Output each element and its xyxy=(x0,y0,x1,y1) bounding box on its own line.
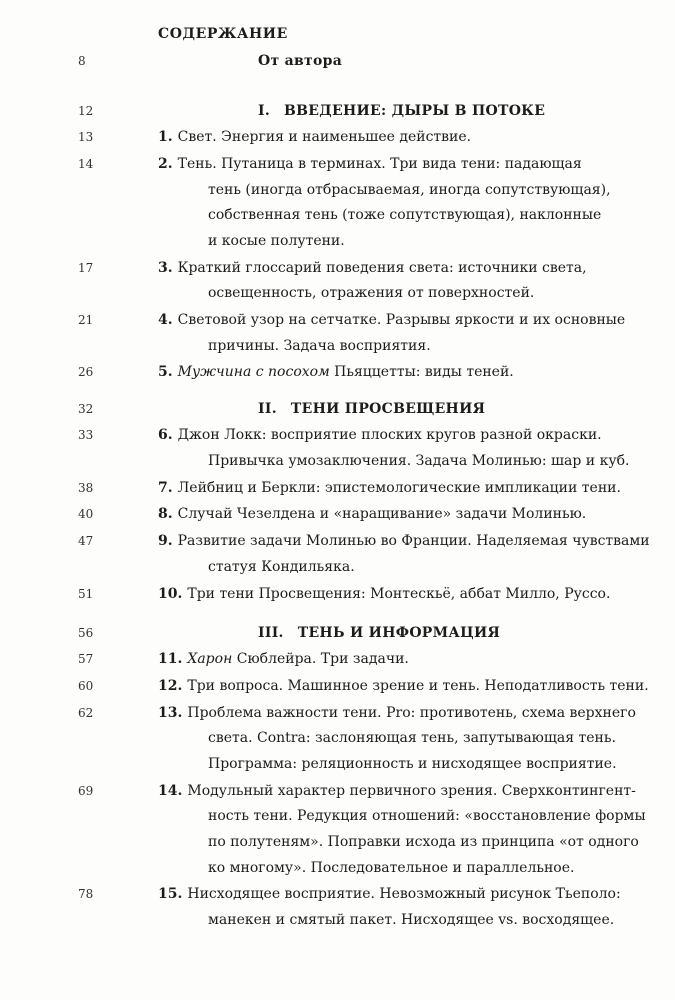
entry-text xyxy=(158,257,587,279)
toc-line xyxy=(0,702,675,724)
section-heading xyxy=(258,622,500,644)
section-title: ТЕНИ ПРОСВЕЩЕНИЯ xyxy=(290,401,486,417)
entry-number: 7. xyxy=(158,479,173,496)
entry-line: и косые полутени. xyxy=(208,232,345,249)
entry-line: по полутеням». Поправки исхода из принципа «от одного xyxy=(208,833,639,850)
entry-line: ность тени. Редукция отношений: «восстановление формы xyxy=(208,808,646,825)
entry-text xyxy=(158,126,471,148)
entry-line: Нисходящее восприятие. Невозможный рисунок Тьеполо: xyxy=(187,886,621,903)
toc-line xyxy=(0,204,675,226)
section-page-number: 32 xyxy=(78,402,94,416)
entry-page-number: 78 xyxy=(78,887,94,902)
entry-line: Пьяццетты: виды теней. xyxy=(329,364,514,381)
entry-text xyxy=(158,424,602,446)
section-page-number: 12 xyxy=(78,104,94,118)
entry-text xyxy=(158,648,409,670)
entry-text xyxy=(158,361,514,383)
entry-line: Развитие задачи Молинью во Франции. Наделяемая чувствами xyxy=(177,533,650,550)
toc-line xyxy=(0,675,675,697)
entry-page-number: 47 xyxy=(78,534,94,549)
entry-number: 10. xyxy=(158,585,183,602)
entry-line: Световой узор на сетчатке. Разрывы яркости и их основные xyxy=(177,311,626,328)
entry-page-number: 26 xyxy=(78,365,94,380)
toc-line xyxy=(0,153,675,175)
entry-italic-title: Мужчина с посохом xyxy=(177,364,330,381)
entry-page-number: 13 xyxy=(78,130,94,145)
entry-text xyxy=(158,883,621,905)
entry-text xyxy=(158,530,650,552)
toc-line xyxy=(0,857,675,879)
toc-line xyxy=(0,727,675,749)
entry-line: Модульный характер первичного зрения. Сверхконтингент- xyxy=(187,782,636,799)
toc-line xyxy=(0,503,675,525)
entry-number: 12. xyxy=(158,677,183,694)
entry-number: 14. xyxy=(158,782,183,799)
toc-line xyxy=(0,648,675,670)
section-heading xyxy=(258,100,545,122)
entry-line: Тень. Путаница в терминах. Три вида тени: падающая xyxy=(177,155,582,172)
entry-text xyxy=(158,477,621,499)
toc-line xyxy=(0,309,675,331)
entry-italic-title: Харон xyxy=(187,651,233,668)
toc-line xyxy=(0,257,675,279)
toc-line xyxy=(0,753,675,775)
entry-text xyxy=(158,503,586,525)
toc-line xyxy=(0,179,675,201)
entry-line: тень (иногда отбрасываемая, иногда сопутствующая), xyxy=(208,181,611,198)
author-note-title: От автора xyxy=(258,53,343,69)
entry-line: Сюблейра. Три задачи. xyxy=(232,651,409,668)
toc-line xyxy=(0,450,675,472)
entry-page-number: 14 xyxy=(78,156,94,171)
toc-line xyxy=(0,477,675,499)
toc-line xyxy=(0,100,675,122)
toc-line xyxy=(0,282,675,304)
toc-line xyxy=(0,424,675,446)
section-title: ВВЕДЕНИЕ: ДЫРЫ В ПОТОКЕ xyxy=(284,103,546,119)
entry-number: 1. xyxy=(158,129,173,146)
entry-text xyxy=(158,153,582,175)
entry-text xyxy=(158,675,649,697)
entry-text xyxy=(158,780,636,802)
entry-text xyxy=(158,309,625,331)
entry-line: Три тени Просвещения: Монтескьё, аббат Милло, Руссо. xyxy=(187,585,611,602)
toc-line xyxy=(0,335,675,357)
entry-number: 4. xyxy=(158,311,173,328)
section-roman-numeral: I. xyxy=(258,103,271,119)
entry-page-number: 17 xyxy=(78,260,94,275)
entry-page-number: 51 xyxy=(78,586,94,601)
entry-line: Программа: реляционность и нисходящее восприятие. xyxy=(208,755,617,772)
entry-line: света. Contra: заслоняющая тень, запутывающая тень. xyxy=(208,730,616,747)
entry-line: освещенность, отражения от поверхностей. xyxy=(208,285,535,302)
entry-page-number: 40 xyxy=(78,507,94,522)
section-roman-numeral: III. xyxy=(258,625,284,641)
section-title: ТЕНЬ И ИНФОРМАЦИЯ xyxy=(297,625,501,641)
entry-line: Привычка умозаключения. Задача Молинью: шар и куб. xyxy=(208,452,630,469)
toc-line xyxy=(0,883,675,905)
entry-line: Краткий глоссарий поведения света: источники света, xyxy=(177,259,587,276)
entry-number: 15. xyxy=(158,886,183,903)
entry-line: Три вопроса. Машинное зрение и тень. Неподатливость тени. xyxy=(187,677,649,694)
toc-line xyxy=(0,622,675,644)
entry-line: Джон Локк: восприятие плоских кругов разной окраски. xyxy=(177,427,602,444)
entry-line: Свет. Энергия и наименьшее действие. xyxy=(177,129,472,146)
toc-line xyxy=(0,50,675,72)
section-roman-numeral: II. xyxy=(258,401,277,417)
toc-line xyxy=(0,126,675,148)
toc-line xyxy=(0,530,675,552)
entry-number: 5. xyxy=(158,364,173,381)
toc-line xyxy=(0,805,675,827)
toc-line xyxy=(0,230,675,252)
toc-line xyxy=(0,361,675,383)
entry-line: манекен и смятый пакет. Нисходящее vs. восходящее. xyxy=(208,911,615,928)
entry-text xyxy=(158,702,636,724)
entry-line: Проблема важности тени. Pro: противотень, схема верхнего xyxy=(187,704,636,721)
toc-line xyxy=(0,780,675,802)
entry-line: Случай Чезелдена и «наращивание» задачи Молинью. xyxy=(177,506,587,523)
entry-number: 8. xyxy=(158,506,173,523)
entry-page-number: 62 xyxy=(78,705,94,720)
entry-page-number: 60 xyxy=(78,678,94,693)
entry-number: 9. xyxy=(158,533,173,550)
entry-number: 11. xyxy=(158,651,183,668)
entry-line: ко многому». Последовательное и параллельное. xyxy=(208,859,575,876)
toc-line xyxy=(0,583,675,605)
toc-line xyxy=(0,398,675,420)
page-title: СОДЕРЖАНИЕ xyxy=(158,26,288,42)
toc-line xyxy=(0,909,675,931)
entry-page-number: 69 xyxy=(78,783,94,798)
entry-line: статуя Кондильяка. xyxy=(208,558,355,575)
entry-page-number: 21 xyxy=(78,312,94,327)
entry-page-number: 33 xyxy=(78,428,94,443)
entry-number: 3. xyxy=(158,259,173,276)
entry-number: 13. xyxy=(158,704,183,721)
entry-line: собственная тень (тоже сопутствующая), наклонные xyxy=(208,207,602,224)
page-number: 8 xyxy=(78,54,86,68)
section-page-number: 56 xyxy=(78,626,94,640)
entry-number: 2. xyxy=(158,155,173,172)
entry-page-number: 57 xyxy=(78,652,94,667)
toc-line xyxy=(0,556,675,578)
section-heading xyxy=(258,398,485,420)
entry-number: 6. xyxy=(158,427,173,444)
toc-line xyxy=(0,831,675,853)
entry-line: Лейбниц и Беркли: эпистемологические импликации тени. xyxy=(177,479,621,496)
entry-text xyxy=(158,583,610,605)
entry-line: причины. Задача восприятия. xyxy=(208,337,431,354)
entry-page-number: 38 xyxy=(78,480,94,495)
